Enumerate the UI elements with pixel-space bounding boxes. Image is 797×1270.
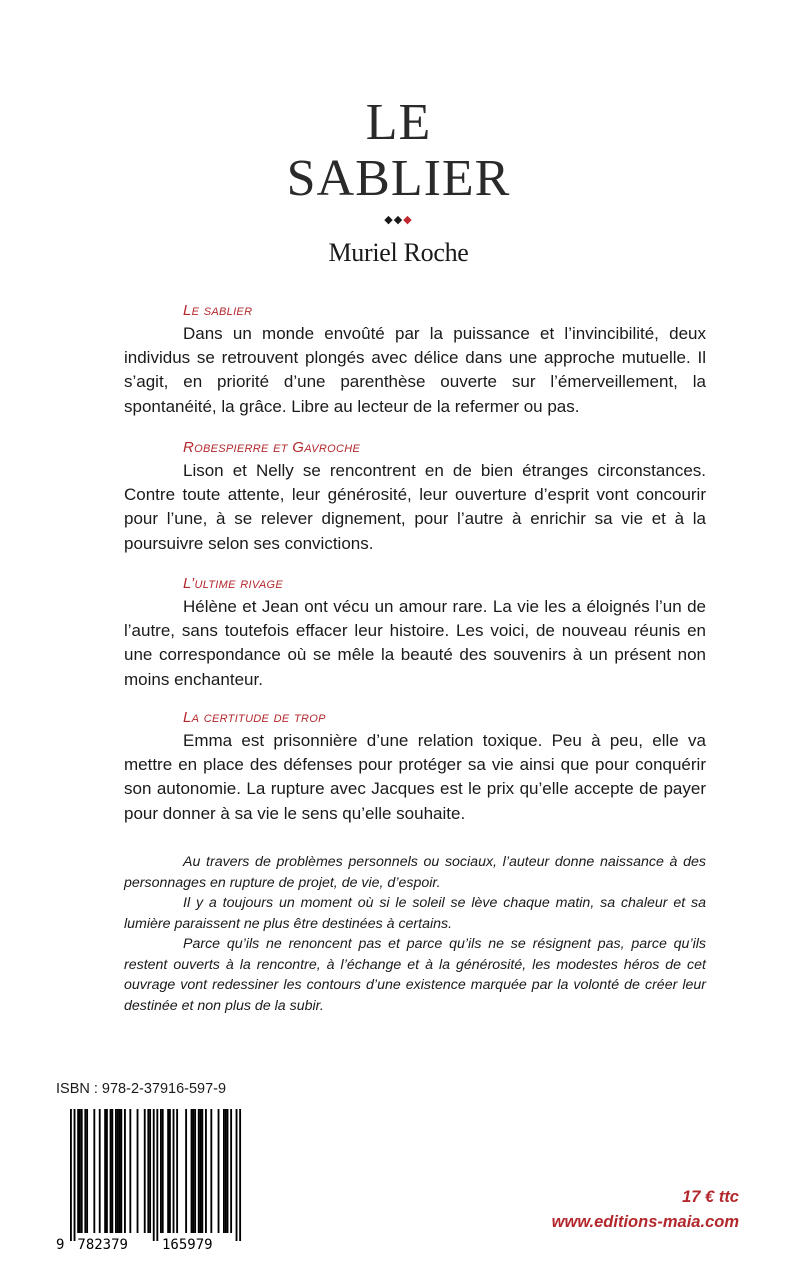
barcode-bar [200,1109,202,1233]
barcode-bar [74,1109,76,1241]
barcode-bar [70,1109,72,1241]
barcode-bar [185,1109,187,1233]
barcode-bar [227,1109,229,1233]
barcode-bar [137,1109,139,1233]
story-text: Lison et Nelly se rencontrent en de bien étranges circonstances. Contre toute attente, leur générosité, leur ouverture d’esprit vont concourir pour l’une, à se relever dignement, pour l’autre à enrichir sa vie et à la poursuivre selon ses convictions. [124,461,706,553]
barcode-bar [218,1109,220,1233]
summary-paragraph: Parce qu’ils ne renoncent pas et parce qu’ils ne se résignent pas, parce qu’ils restent ouverts à la rencontre, à l’échange et à la générosité, les modestes héros de cet ouvrage vont redessiner les contours d’une existence marquée par la volonté de créer leur destinée et non plus de la subir. [124,936,706,1014]
barcode-bar [169,1109,171,1233]
story-section [124,573,706,692]
barcode-bar [205,1109,207,1233]
barcode-bar [153,1109,155,1241]
barcode-bar [144,1109,146,1233]
barcode-bar [106,1109,108,1233]
story-title: Robespierre et Gavroche [183,439,361,456]
diamond-red-icon: ◆ [403,214,413,226]
barcode-bar [192,1109,194,1233]
barcode-bar [230,1109,232,1233]
barcode-bar [225,1109,227,1233]
barcode-bar [194,1109,196,1233]
author-name: Muriel Roche [328,238,469,267]
summary-paragraph: Au travers de problèmes personnels ou sociaux, l’auteur donne naissance à des personnages en rupture de projet, de vie, d’espoir. [124,854,706,891]
story-title: La certitude de trop [183,709,326,726]
barcode-digits: 165979 [162,1237,213,1253]
isbn-label: ISBN : 978-2-37916-597-9 [56,1081,227,1097]
barcode-bar [223,1109,225,1233]
barcode-bar [110,1109,112,1233]
barcode-bar [120,1109,122,1233]
book-title-line-1: LE [365,94,432,151]
barcode-bar [119,1109,121,1233]
barcode-bar [201,1109,203,1233]
barcode-bar [147,1109,149,1233]
barcode-bar [111,1109,113,1233]
barcode-bar [160,1109,162,1233]
barcode-bar [156,1109,158,1241]
barcode-bar [115,1109,117,1233]
ornament [0,213,797,227]
website-link[interactable]: www.editions-maia.com [551,1213,739,1231]
barcode-bar [84,1109,86,1233]
barcode-bar [198,1109,200,1233]
barcode-bar [149,1109,151,1233]
barcode-bar [239,1109,241,1241]
story-section [124,437,706,556]
back-cover-summary [124,852,706,1016]
story-text: Hélène et Jean ont vécu un amour rare. La vie les a éloignés l’un de l’autre, sans toutefois effacer leur histoire. Les voici, de nouveau réunis en une correspondance où se mêle la beauté des souvenirs à un présent non moins enchanteur. [124,597,706,689]
barcode-bar [117,1109,119,1233]
summary-paragraph: Il y a toujours un moment où si le soleil se lève chaque matin, sa chaleur et sa lumière paraissent ne plus être destinées à certains. [124,895,706,932]
barcode-bar [81,1109,83,1233]
barcode-bar [124,1109,126,1233]
diamond-icon: ◆ [384,214,394,226]
story-text: Dans un monde envoûté par la puissance et l’invincibilité, deux individus se retrouvent plongés avec délice dans une approche mutuelle. Il s’agit, en priorité d’une parenthèse ouverte sur l’émerveillement, la spontanéité, la grâce. Libre au lecteur de la refermer ou pas. [124,324,706,416]
story-title: Le sablier [183,302,253,319]
barcode-digits: 9 [56,1237,65,1253]
barcode-graphic [56,1103,248,1253]
barcode-bar [236,1109,238,1241]
barcode-bar [129,1109,131,1233]
barcode-bar [93,1109,95,1233]
barcode-bar [99,1109,101,1233]
barcode-bar [191,1109,193,1233]
story-section [124,300,706,419]
story-text: Emma est prisonnière d’une relation toxique. Peu à peu, elle va mettre en place des défenses pour protéger sa vie ainsi que pour conquérir son autonomie. La rupture avec Jacques est le prix qu’elle accepte de payer pour donner à sa vie le sens qu’elle souhaite. [124,731,706,823]
barcode-bar [173,1109,175,1233]
price-label: 17 € ttc [682,1188,739,1206]
diamond-icon: ◆ [393,214,404,226]
barcode-bar [77,1109,79,1233]
barcode-bar [162,1109,164,1233]
barcode-bar [86,1109,88,1233]
story-title: L’ultime rivage [183,575,283,592]
book-title-line-2: SABLIER [286,150,511,207]
barcode-bar [167,1109,169,1233]
barcode-bar [210,1109,212,1233]
barcode [56,1103,248,1253]
barcode-digits: 782379 [77,1237,128,1253]
barcode-bar [104,1109,106,1233]
barcode-bar [176,1109,178,1233]
barcode-bar [79,1109,81,1233]
story-section [124,707,706,826]
